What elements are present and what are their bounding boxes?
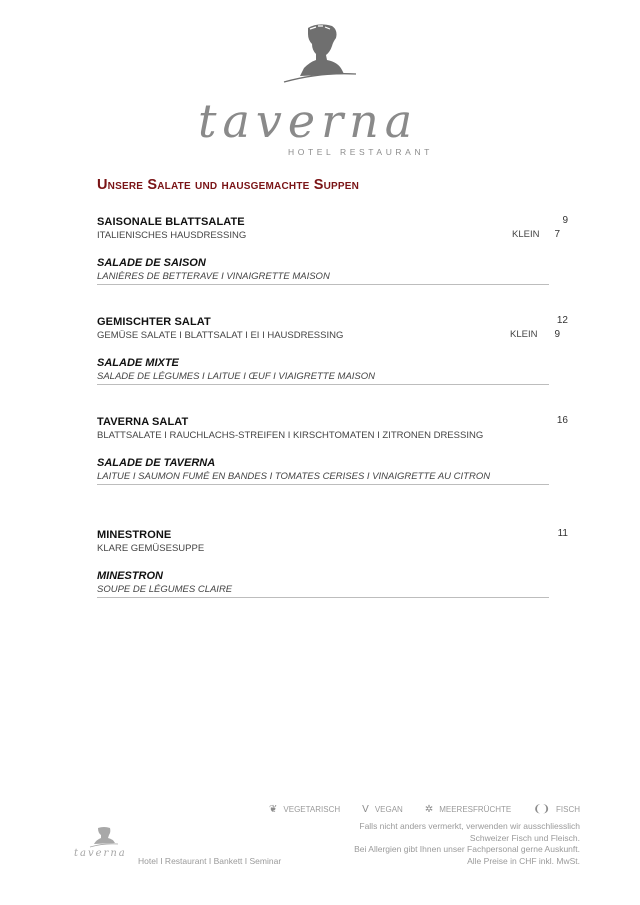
item-desc-de: ITALIENISCHES HAUSDRESSING bbox=[97, 230, 247, 241]
footer-brand-name: taverna bbox=[74, 848, 127, 859]
crab-icon: ✲ bbox=[424, 804, 434, 815]
bust-logo-icon bbox=[74, 826, 134, 848]
note-line: Alle Preise in CHF inkl. MwSt. bbox=[467, 855, 580, 866]
dietary-legend bbox=[269, 804, 580, 815]
brand-script bbox=[198, 94, 448, 148]
small-label: KLEIN bbox=[512, 229, 540, 240]
item-desc-fr: LANIÈRES DE BETTERAVE I VINAIGRETTE MAISON bbox=[97, 271, 330, 282]
item-price: 9 bbox=[562, 215, 568, 226]
item-desc-fr: SOUPE DE LÉGUMES CLAIRE bbox=[97, 584, 233, 595]
vegan-v-icon: V bbox=[362, 804, 369, 815]
item-price: 11 bbox=[557, 528, 568, 539]
note-line: Falls nicht anders vermerkt, verwenden wir ausschliesslich bbox=[359, 821, 580, 831]
small-label: KLEIN bbox=[510, 329, 538, 340]
item-name-de: MINESTRONE bbox=[97, 529, 172, 541]
note-line: Bei Allergien gibt Ihnen unser Fachpersonal gerne Auskunft. bbox=[354, 844, 580, 854]
legend-fish bbox=[533, 804, 580, 815]
menu-item bbox=[97, 528, 549, 598]
menu-item bbox=[97, 215, 549, 285]
brand-subtitle: HOTEL RESTAURANT bbox=[288, 147, 433, 157]
item-desc-de: KLARE GEMÜSESUPPE bbox=[97, 543, 205, 554]
item-name-fr: SALADE MIXTE bbox=[97, 357, 179, 369]
brand-name: taverna bbox=[198, 94, 419, 148]
divider bbox=[97, 284, 549, 285]
menu-item bbox=[97, 415, 549, 485]
bust-logo-icon bbox=[270, 22, 370, 84]
leaf-icon: ❦ bbox=[269, 804, 278, 815]
note-line: Schweizer Fisch und Fleisch. bbox=[469, 832, 580, 843]
legend-label: FISCH bbox=[556, 805, 580, 814]
item-price: 12 bbox=[556, 315, 568, 326]
item-name-de: TAVERNA SALAT bbox=[97, 416, 189, 428]
small-price: 7 bbox=[554, 229, 560, 240]
item-price: 16 bbox=[556, 415, 568, 426]
item-name-de: SAISONALE BLATTSALATE bbox=[97, 216, 245, 228]
item-desc-fr: SALADE DE LÉGUMES I LAITUE I ŒUF I VIAIGRETTE MAISON bbox=[97, 371, 376, 382]
item-name-fr: SALADE DE TAVERNA bbox=[97, 457, 216, 469]
item-name-fr: SALADE DE SAISON bbox=[97, 257, 206, 269]
legend-vegan bbox=[362, 804, 403, 815]
legend-label: VEGAN bbox=[374, 805, 403, 814]
footer-notes bbox=[354, 821, 580, 867]
brand-logo bbox=[0, 22, 640, 84]
section-title: Unsere Salate und hausgemachte Suppen bbox=[97, 177, 360, 193]
item-desc-de: BLATTSALATE I RAUCHLACHS-STREIFEN I KIRSCHTOMATEN I ZITRONEN DRESSING bbox=[97, 430, 484, 441]
item-name-fr: MINESTRON bbox=[97, 570, 163, 582]
legend-label: MEERESFRÜCHTE bbox=[439, 805, 512, 814]
legend-label: VEGETARISCH bbox=[283, 805, 341, 814]
divider bbox=[97, 597, 549, 598]
item-name-de: GEMISCHTER SALAT bbox=[97, 316, 211, 328]
small-price: 9 bbox=[554, 329, 560, 340]
legend-vegetarian bbox=[269, 804, 340, 815]
fish-icon: ❨❩ bbox=[533, 804, 550, 815]
item-desc-de: GEMÜSE SALATE I BLATTSALAT I EI I HAUSDRESSING bbox=[97, 330, 344, 341]
footer-tagline: Hotel I Restaurant I Bankett I Seminar bbox=[138, 856, 282, 866]
divider bbox=[97, 484, 549, 485]
item-desc-fr: LAITUE I SAUMON FUMÉ EN BANDES I TOMATES CERISES I VINAIGRETTE AU CITRON bbox=[97, 471, 491, 482]
divider bbox=[97, 384, 549, 385]
legend-seafood bbox=[425, 804, 511, 815]
menu-item bbox=[97, 315, 549, 385]
